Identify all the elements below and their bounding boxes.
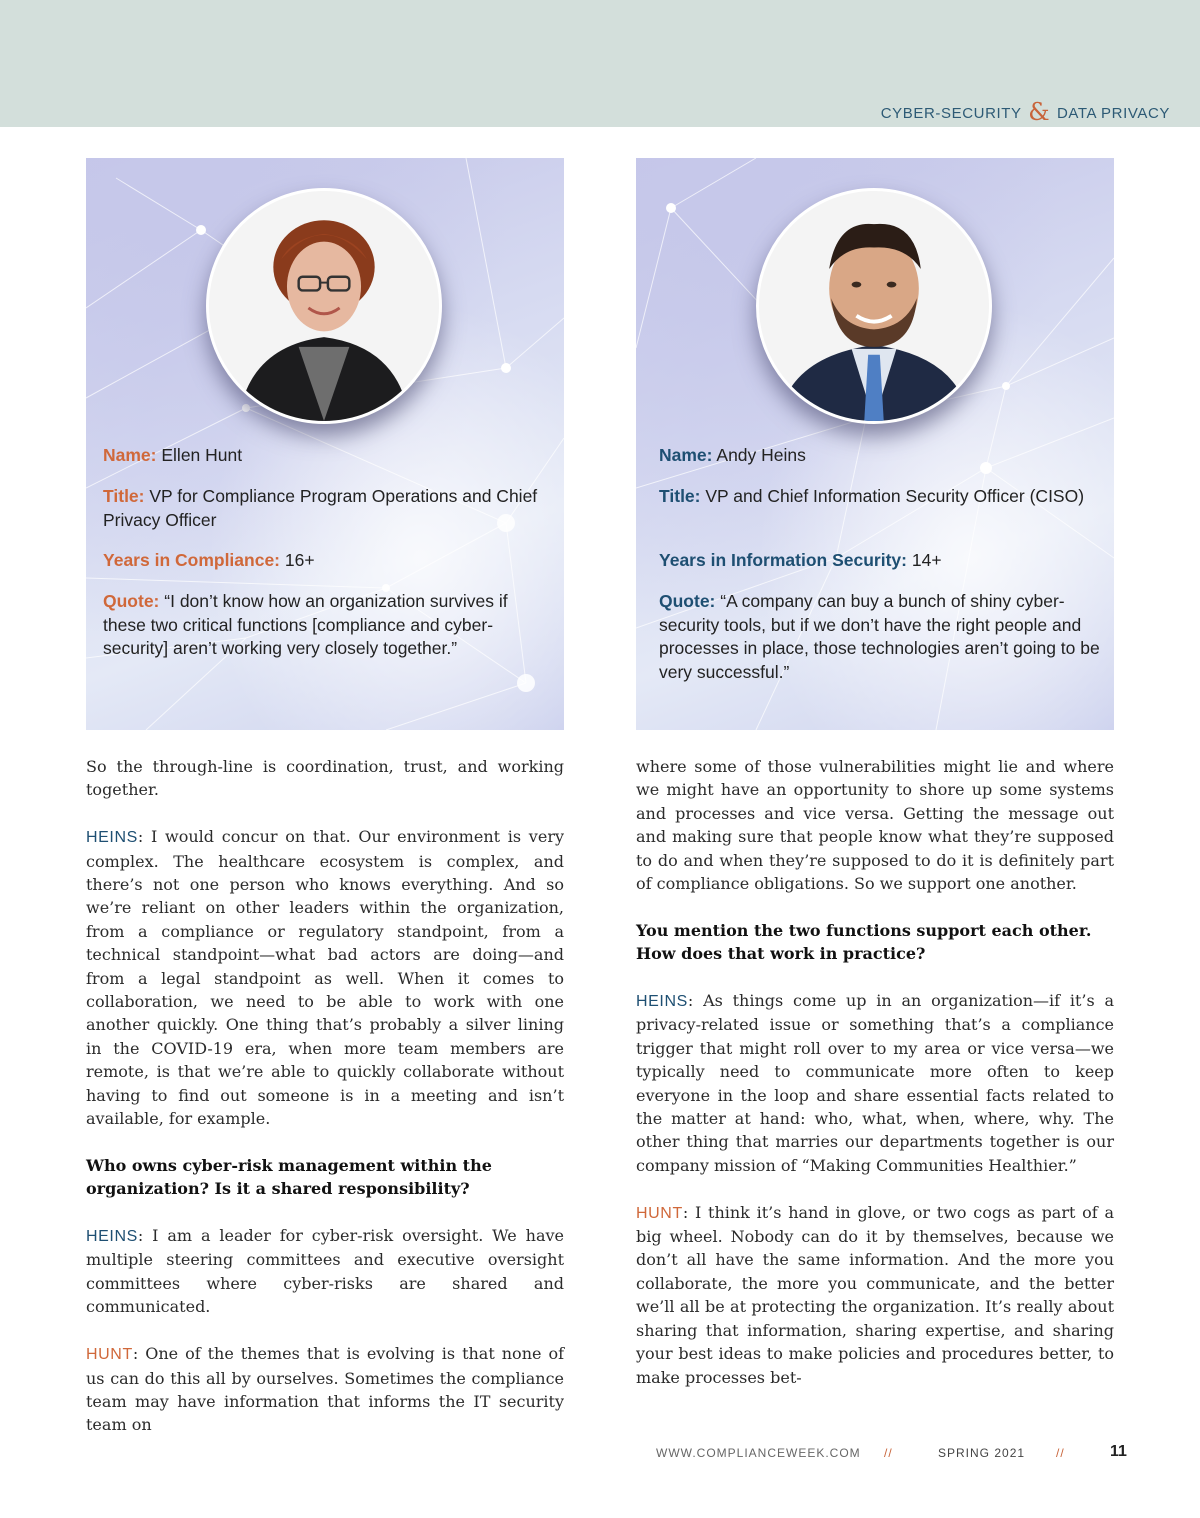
years-label: Years in Compliance:	[103, 550, 281, 570]
section-label-right: DATA PRIVACY	[1056, 105, 1170, 122]
paragraph	[86, 1342, 564, 1437]
years-label: Years in Information Security:	[659, 550, 907, 570]
page-footer	[656, 1443, 1134, 1466]
paragraph: So the through-line is coordination, trust, and working together.	[86, 757, 564, 800]
portrait-andy-heins	[756, 188, 992, 424]
profile-title: VP for Compliance Program Operations and Chief Privacy Officer	[103, 486, 538, 530]
footer-url: WWW.COMPLIANCEWEEK.COM	[656, 1446, 861, 1460]
profile-quote-row	[659, 590, 1104, 684]
paragraph-text: : One of the themes that is evolving is that none of us can do this all by ourselves. Sometimes the compliance team may have information that informs the IT security team on	[86, 1344, 564, 1435]
paragraph-text: : I would concur on that. Our environment is very complex. The healthcare ecosystem is complex, and there’s not one person who knows everything. And so we’re reliant on other leaders within the organization, from a compliance or regulatory standpoint, from a technical standpoint—what bad actors are doing—and from a legal standpoint as well. When it comes to collaboration, we need to be able to work with one another quickly. One thing that’s probably a silver lining in the COVID-19 era, when more team members are remote, is that we’re able to quickly collaborate without having to find out someone is in a meeting and isn’t available, for example.	[86, 827, 564, 1129]
footer-separator: //	[884, 1446, 893, 1460]
title-label: Title:	[659, 486, 701, 506]
profile-years-row	[659, 549, 1104, 573]
section-ampersand: &	[1028, 98, 1051, 126]
section-label-left: CYBER-SECURITY	[880, 105, 1022, 122]
footer-issue: SPRING 2021	[938, 1446, 1026, 1460]
speaker-heins: HEINS	[86, 829, 138, 847]
profile-name: Andy Heins	[716, 445, 806, 465]
profile-title-row	[659, 485, 1104, 509]
profile-title-row	[103, 485, 543, 532]
profile-title: VP and Chief Information Security Officer (CISO)	[705, 486, 1085, 506]
profile-card-heins	[636, 158, 1114, 730]
section-header	[881, 98, 1170, 126]
paragraph-text: : I am a leader for cyber-risk oversight. We have multiple steering committees and executive oversight committees where cyber-risks are shared and communicated.	[86, 1226, 564, 1317]
profile-years: 14+	[911, 550, 942, 570]
profile-name-row	[103, 444, 543, 468]
paragraph	[636, 1201, 1114, 1389]
article-column-left	[86, 755, 564, 1460]
interview-question: You mention the two functions support each other. How does that work in practice?	[636, 920, 1092, 964]
paragraph	[86, 825, 564, 1130]
title-label: Title:	[103, 486, 145, 506]
article-column-right	[636, 755, 1114, 1412]
profile-name-row	[659, 444, 1104, 468]
profile-name: Ellen Hunt	[161, 445, 243, 465]
speaker-hunt: HUNT	[86, 1346, 133, 1364]
footer-separator: //	[1056, 1446, 1065, 1460]
paragraph-text: : As things come up in an organization—if it’s a privacy-related issue or something that’s a compliance trigger that might roll over to my area or vice versa—we typically need to communicate more often to keep everyone in the loop and share essential facts related to the matter at hand: who, what, when, where, why. The other thing that marries our departments together is our company mission of “Making Communities Healthier.”	[636, 991, 1114, 1175]
paragraph-text: : I think it’s hand in glove, or two cogs as part of a big wheel. Nobody can do it by themselves, because we don’t all have the same information. And the more you collaborate, the more you communicate, and the better we’ll all be at protecting the organization. It’s really about sharing that information, sharing expertise, and sharing your best ideas to make policies and procedures better, to make processes bet-	[636, 1202, 1114, 1387]
paragraph	[636, 989, 1114, 1177]
speaker-hunt: HUNT	[636, 1204, 683, 1222]
portrait-heins-icon	[759, 191, 989, 421]
profile-quote: “I don’t know how an organization survives if these two critical functions [compliance and cyber-security] aren’t working very closely together.”	[103, 591, 508, 658]
quote-label: Quote:	[659, 591, 716, 611]
portrait-hunt-icon	[209, 191, 439, 421]
paragraph: where some of those vulnerabilities might lie and where we might have an opportunity to shore up some systems and processes and vice versa. Getting the message out and making sure that people know what they’re supposed to do and when they’re supposed to do it is definitely part of compliance obligations. So we support one another.	[636, 757, 1114, 894]
profile-quote: “A company can buy a bunch of shiny cyber-security tools, but if we don’t have the right people and processes in place, those technologies aren’t going to be very successful.”	[659, 591, 1100, 682]
interview-question: Who owns cyber-risk management within the organization? Is it a shared responsibility?	[86, 1155, 492, 1199]
speaker-heins: HEINS	[86, 1228, 138, 1246]
name-label: Name:	[659, 445, 713, 465]
paragraph	[86, 1224, 564, 1319]
speaker-heins: HEINS	[636, 993, 688, 1011]
quote-label: Quote:	[103, 591, 160, 611]
profile-card-hunt	[86, 158, 564, 730]
page-number: 11	[1110, 1443, 1127, 1460]
name-label: Name:	[103, 445, 157, 465]
profile-quote-row	[103, 590, 543, 661]
profile-years-row	[103, 549, 543, 573]
portrait-ellen-hunt	[206, 188, 442, 424]
profile-years: 16+	[284, 550, 315, 570]
